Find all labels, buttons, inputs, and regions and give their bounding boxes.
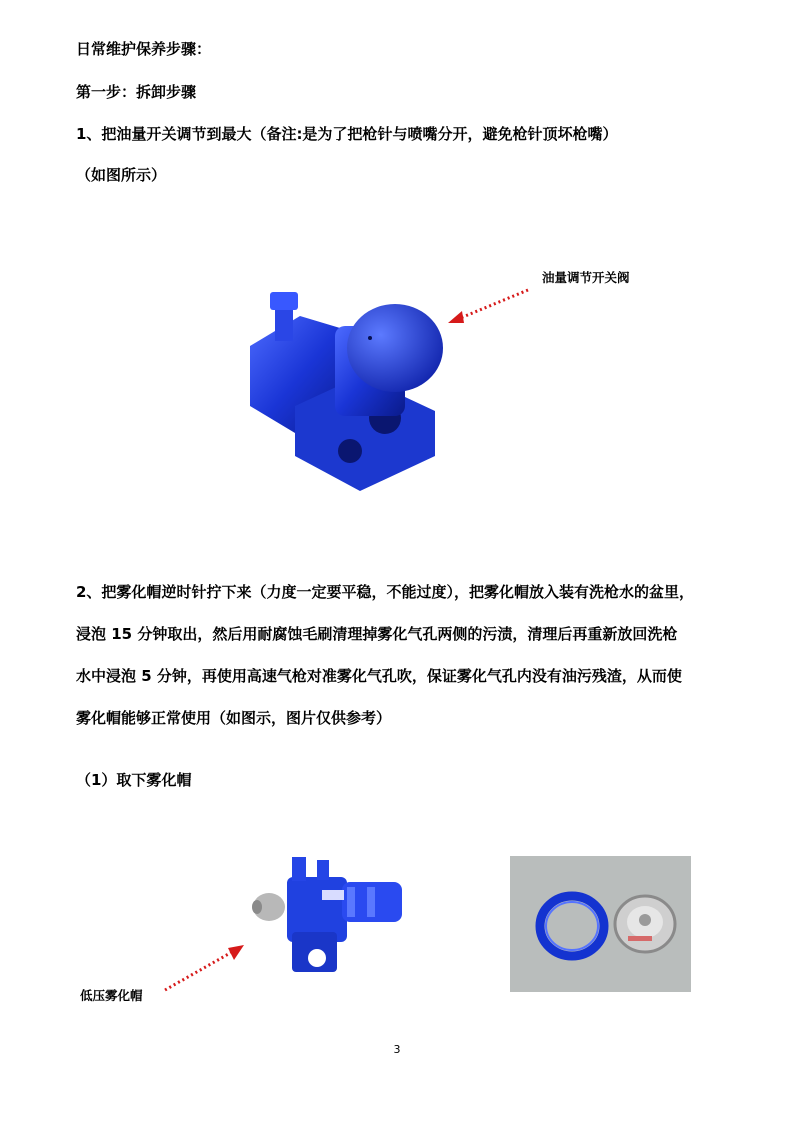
- step2-line-1: 2、把雾化帽逆时针拧下来（力度一定要平稳，不能过度），把雾化帽放入装有洗枪水的盆里，: [76, 583, 694, 601]
- substep1-title: （1）取下雾化帽: [76, 771, 192, 789]
- air-cap-illustration: [510, 856, 691, 992]
- figure-valve-photo: [240, 286, 445, 496]
- pointer-arrow-valve: [440, 285, 535, 330]
- figure-air-cap-photo: [510, 856, 691, 992]
- step2-line-2: 浸泡 15 分钟取出，然后用耐腐蚀毛刷清理掉雾化气孔两侧的污渍，清理后再重新放回洗枪: [76, 625, 678, 643]
- step2-line-4: 雾化帽能够正常使用（如图示，图片仅供参考）: [76, 709, 392, 727]
- pointer-arrow-air-cap: [160, 940, 250, 995]
- step1-item1-note: （如图所示）: [76, 166, 167, 184]
- step1-item1: 1、把油量开关调节到最大（备注:是为了把枪针与喷嘴分开，避免枪针顶坏枪嘴）: [76, 125, 618, 143]
- figure1-label: 油量调节开关阀: [542, 270, 630, 285]
- page-number: 3: [393, 1043, 401, 1056]
- spray-gun-illustration: [247, 832, 407, 992]
- figure-spray-gun-photo: [247, 832, 407, 992]
- valve-illustration: [240, 286, 445, 496]
- step1-title: 第一步：拆卸步骤: [76, 83, 197, 101]
- page-heading: 日常维护保养步骤：: [76, 40, 212, 58]
- figure2-label: 低压雾化帽: [80, 988, 143, 1003]
- step2-line-3: 水中浸泡 5 分钟，再使用高速气枪对准雾化气孔吹，保证雾化气孔内没有油污残渣，从而使: [76, 667, 682, 685]
